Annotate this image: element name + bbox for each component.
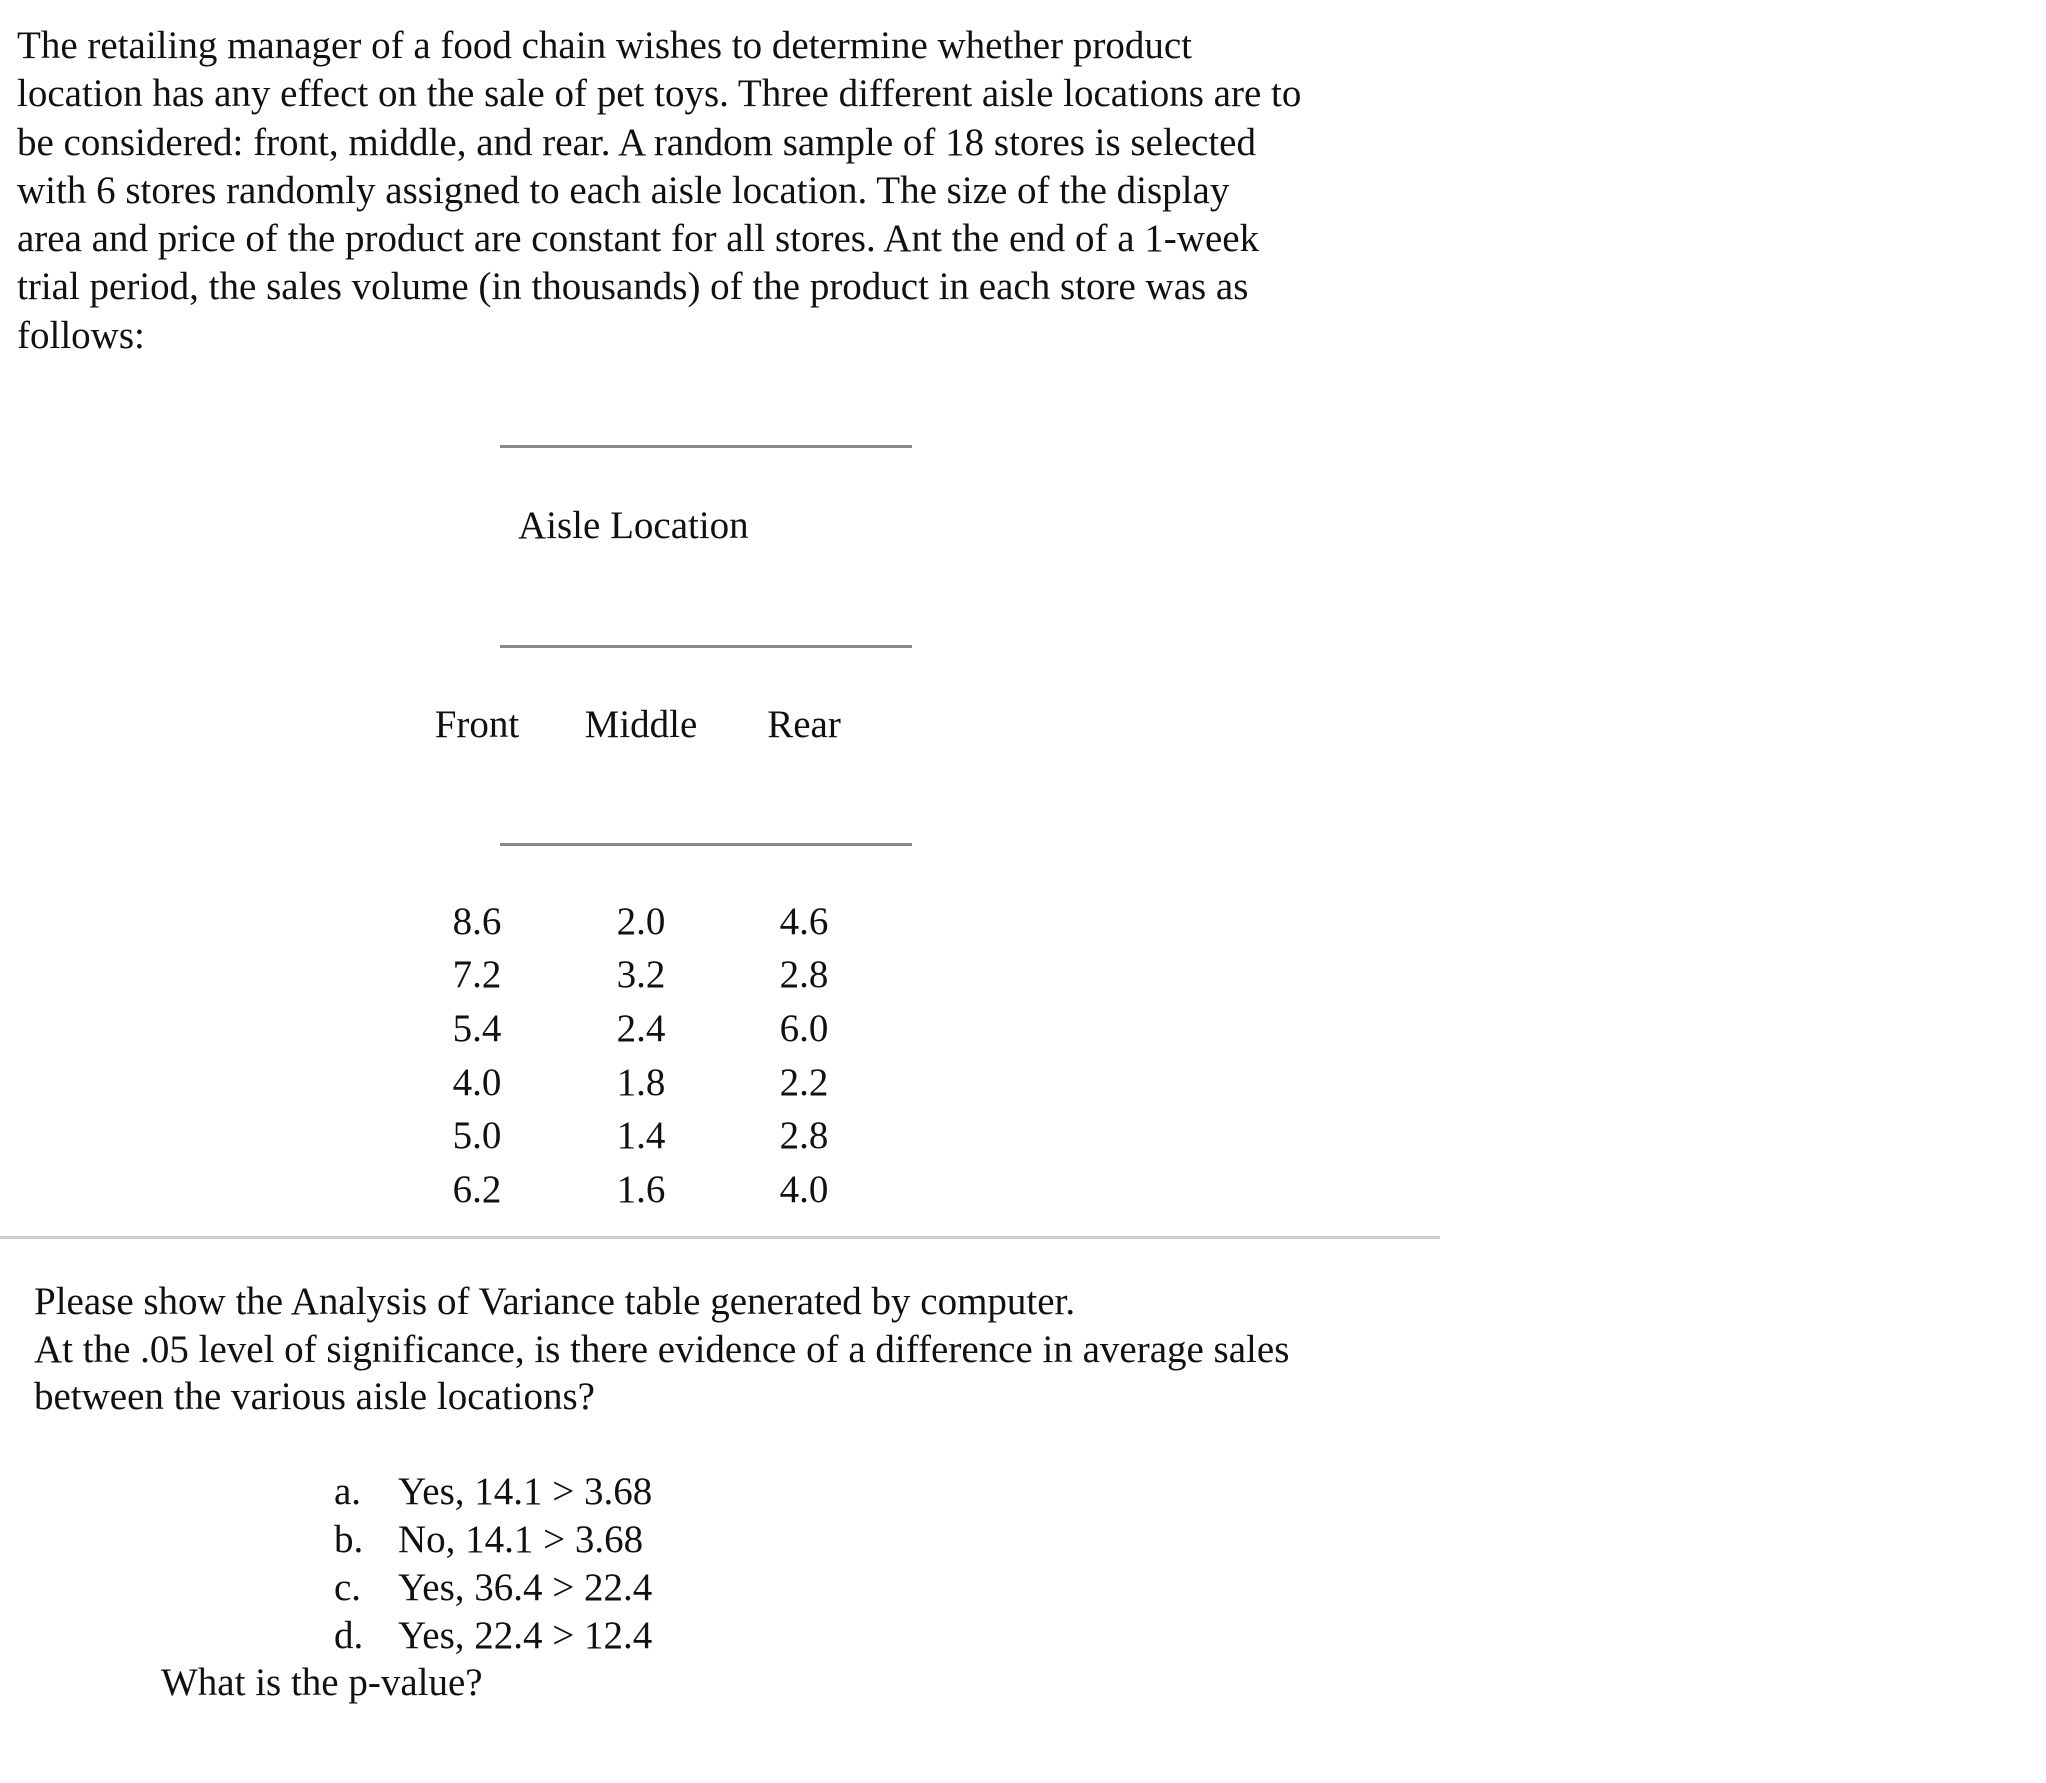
table-cell: 1.4 bbox=[616, 1114, 666, 1157]
table-cell: 2.0 bbox=[616, 900, 666, 943]
column-header-front: Front bbox=[434, 703, 520, 746]
section-divider bbox=[0, 1236, 1440, 1239]
table-cell: 2.8 bbox=[779, 953, 829, 996]
table-cell: 1.8 bbox=[616, 1061, 666, 1104]
problem-line: The retailing manager of a food chain wishes to determine whether product bbox=[17, 24, 1192, 67]
answer-option-a[interactable] bbox=[334, 1468, 652, 1516]
table-cell: 2.8 bbox=[779, 1114, 829, 1157]
answer-option-b[interactable] bbox=[334, 1516, 652, 1564]
question-line: At the .05 level of significance, is there evidence of a difference in average sales bbox=[34, 1327, 1290, 1371]
problem-line: be considered: front, middle, and rear. A random sample of 18 stores is selected bbox=[17, 120, 1256, 164]
answer-options bbox=[334, 1468, 652, 1660]
problem-statement bbox=[17, 22, 1437, 360]
option-letter: a. bbox=[334, 1470, 362, 1513]
table-cell: 2.4 bbox=[616, 1007, 666, 1050]
table-cell: 4.6 bbox=[779, 900, 829, 943]
answer-option-c[interactable] bbox=[334, 1564, 652, 1612]
answer-option-d[interactable] bbox=[334, 1612, 652, 1660]
table-cell: 6.0 bbox=[779, 1007, 829, 1050]
option-text: Yes, 22.4 > 12.4 bbox=[398, 1614, 653, 1657]
table-cell: 3.2 bbox=[616, 953, 666, 996]
problem-line: area and price of the product are constant for all stores. Ant the end of a 1-week bbox=[17, 217, 1260, 261]
table-cell: 8.6 bbox=[452, 900, 502, 943]
problem-line: follows: bbox=[17, 313, 145, 357]
option-text: Yes, 36.4 > 22.4 bbox=[398, 1566, 653, 1609]
table-cell: 4.0 bbox=[452, 1061, 502, 1104]
table-cell: 7.2 bbox=[452, 953, 502, 996]
table-header-rule bbox=[500, 843, 912, 846]
table-top-rule bbox=[500, 445, 912, 448]
table-cell: 5.4 bbox=[452, 1007, 502, 1050]
table-group-heading: Aisle Location bbox=[518, 504, 749, 547]
option-letter: d. bbox=[334, 1614, 364, 1657]
question-text bbox=[34, 1278, 1454, 1421]
table-cell: 5.0 bbox=[452, 1114, 502, 1157]
question-line: Please show the Analysis of Variance table generated by computer. bbox=[34, 1280, 1076, 1323]
table-cell: 2.2 bbox=[779, 1061, 829, 1104]
option-text: No, 14.1 > 3.68 bbox=[398, 1518, 644, 1561]
column-header-middle: Middle bbox=[584, 703, 698, 746]
followup-question: What is the p-value? bbox=[161, 1661, 483, 1704]
problem-line: location has any effect on the sale of pet toys. Three different aisle locations are to bbox=[17, 72, 1302, 116]
table-cell: 1.6 bbox=[616, 1168, 666, 1211]
problem-line: trial period, the sales volume (in thousands) of the product in each store was as bbox=[17, 265, 1249, 309]
option-letter: b. bbox=[334, 1518, 364, 1561]
option-text: Yes, 14.1 > 3.68 bbox=[398, 1470, 653, 1513]
table-cell: 4.0 bbox=[779, 1168, 829, 1211]
problem-line: with 6 stores randomly assigned to each aisle location. The size of the display bbox=[17, 168, 1230, 212]
table-mid-rule bbox=[500, 645, 912, 648]
option-letter: c. bbox=[334, 1566, 362, 1609]
column-header-rear: Rear bbox=[767, 703, 841, 746]
table-cell: 6.2 bbox=[452, 1168, 502, 1211]
question-line: between the various aisle locations? bbox=[34, 1375, 595, 1418]
